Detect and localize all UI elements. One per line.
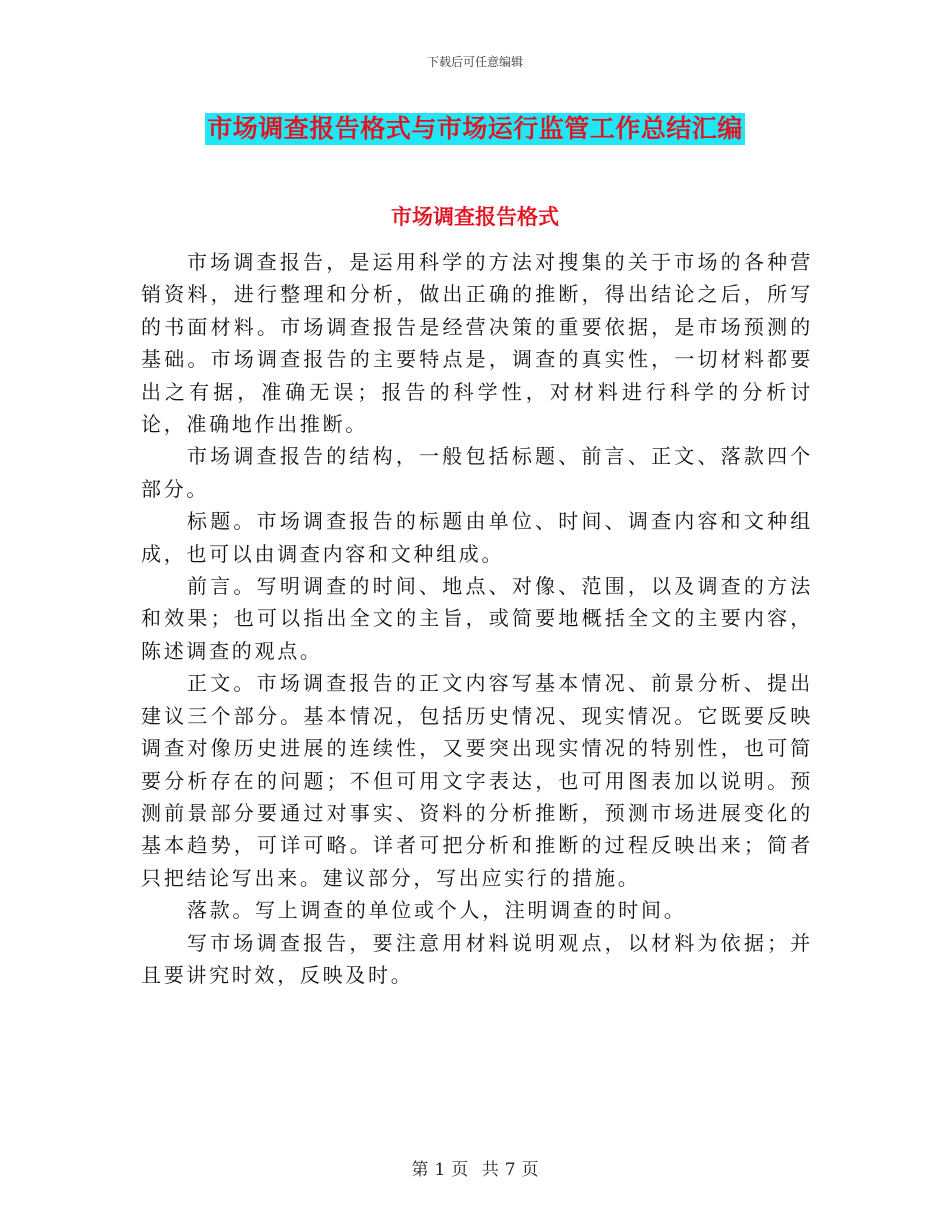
section-title: 市场调查报告格式 — [391, 204, 559, 229]
paragraph: 市场调查报告的结构，一般包括标题、前言、正文、落款四个部分。 — [141, 444, 813, 501]
paragraph: 落款。写上调查的单位或个人，注明调查的时间。 — [187, 898, 687, 923]
page-prefix: 第 — [411, 1160, 429, 1180]
document-body — [141, 246, 813, 991]
page-footer — [0, 1155, 950, 1180]
paragraph: 标题。市场调查报告的标题由单位、时间、调查内容和文种组成，也可以由调查内容和文种组成。 — [141, 509, 813, 566]
header-note: 下载后可任意编辑 — [426, 55, 523, 69]
page-mid: 页 共 — [451, 1160, 499, 1180]
document-title: 市场调查报告格式与市场运行监管工作总结汇编 — [207, 114, 743, 143]
paragraph: 前言。写明调查的时间、地点、对像、范围，以及调查的方法和效果；也可以指出全文的主旨，或简要地概括全文的主要内容，陈述调查的观点。 — [141, 574, 813, 663]
page-number: 1 — [434, 1160, 446, 1180]
paragraph: 正文。市场调查报告的正文内容写基本情况、前景分析、提出建议三个部分。基本情况，包括历史情况、现实情况。它既要反映调查对像历史进展的连续性，又要突出现实情况的特别性，也可简要分析存在的问题；不但可用文字表达，也可用图表加以说明。预测前景部分要通过对事实、资料的分析推断，预测市场进展变化的基本趋势，可详可略。详者可把分析和推断的过程反映出来；简者只把结论写出来。建议部分，写出应实行的措施。 — [141, 671, 813, 890]
title-block — [0, 113, 950, 145]
paragraph: 写市场调查报告，要注意用材料说明观点，以材料为依据；并且要讲究时效，反映及时。 — [141, 930, 813, 987]
paragraph: 市场调查报告，是运用科学的方法对搜集的关于市场的各种营销资料，进行整理和分析，做出正确的推断，得出结论之后，所写的书面材料。市场调查报告是经营决策的重要依据，是市场预测的基础。市场调查报告的主要特点是，调查的真实性，一切材料都要出之有据，准确无误；报告的科学性，对材料进行科学的分析讨论，准确地作出推断。 — [141, 250, 813, 437]
total-pages: 7 — [504, 1160, 516, 1180]
page-suffix: 页 — [521, 1160, 539, 1180]
